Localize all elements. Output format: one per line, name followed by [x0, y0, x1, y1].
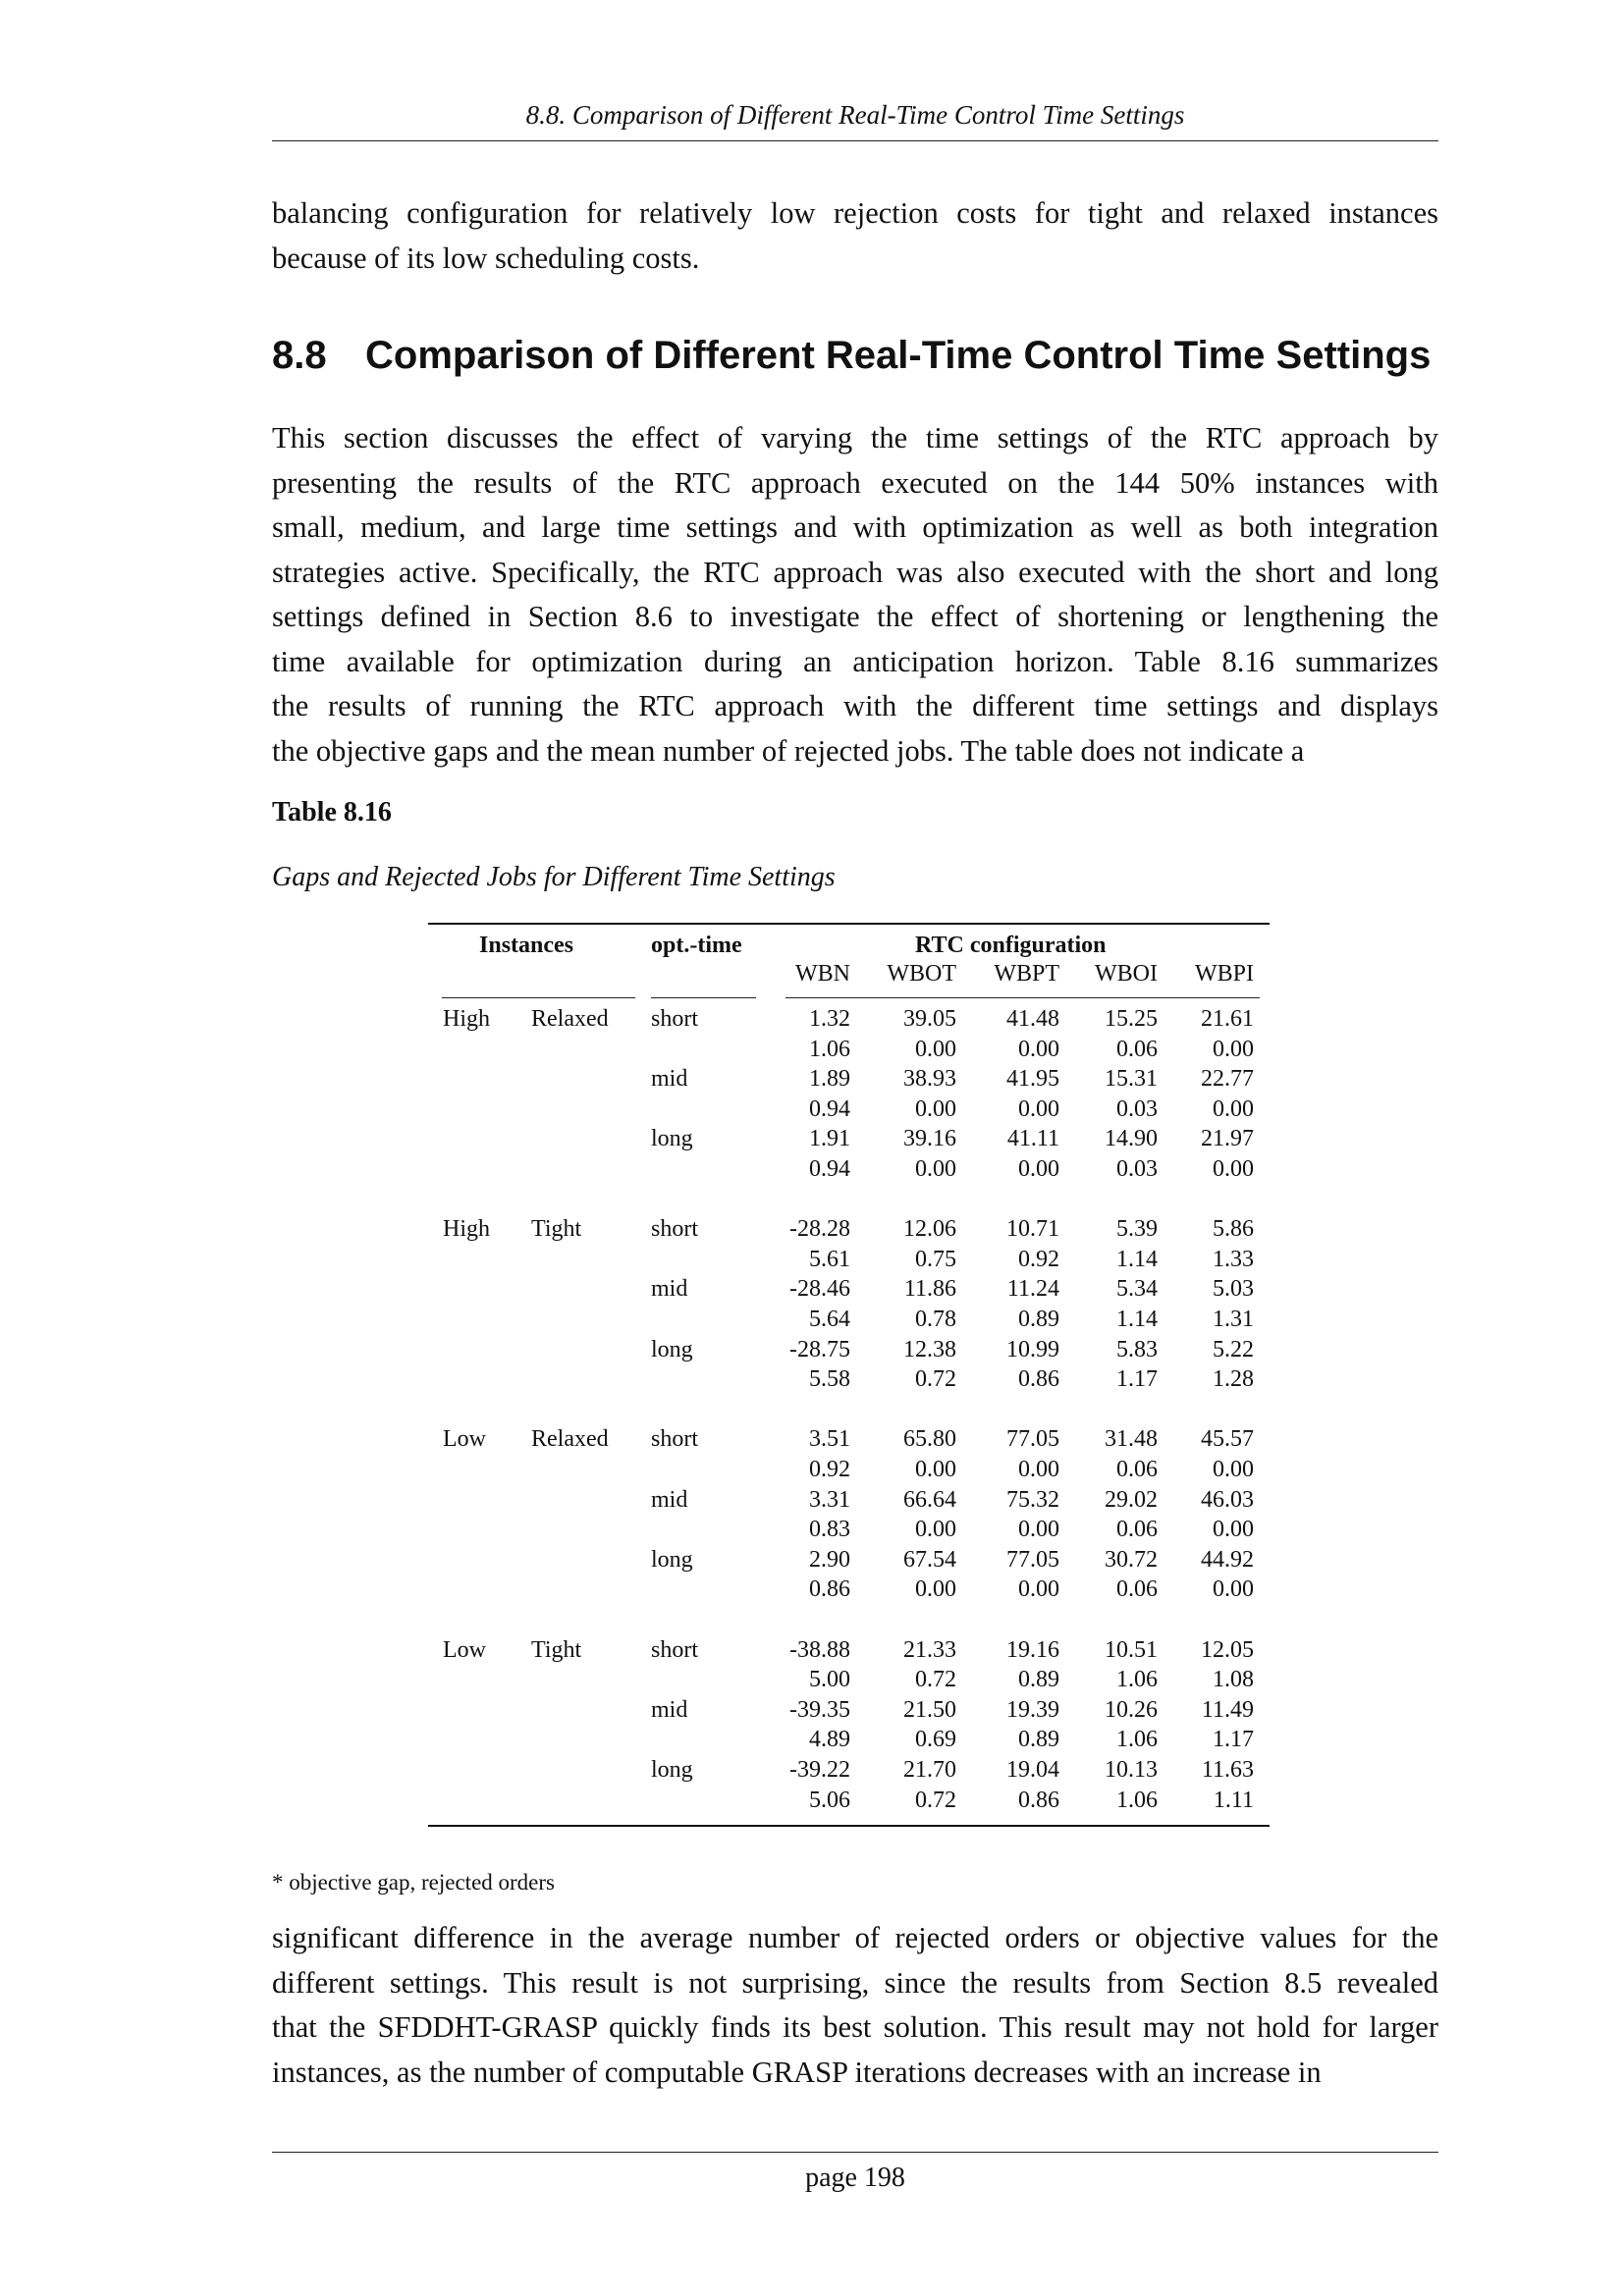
gap-value: 41.95: [1006, 1066, 1059, 1093]
rejected-value: 1.14: [1116, 1307, 1158, 1332]
text-line: This section discusses the effect of varying the time settings of the RTC approach by: [272, 421, 1438, 454]
rejected-value: 5.06: [809, 1787, 850, 1813]
gap-value: -28.28: [789, 1216, 850, 1243]
gap-value: 2.90: [809, 1546, 850, 1573]
rejected-value: 1.17: [1116, 1366, 1158, 1393]
rejected-value: 1.33: [1213, 1246, 1254, 1272]
gap-value: 11.49: [1201, 1696, 1254, 1723]
gap-value: 12.38: [903, 1336, 956, 1362]
table-label: Table 8.16: [272, 797, 392, 828]
gap-value: 14.90: [1105, 1126, 1158, 1152]
paragraph-2: [272, 416, 1438, 774]
rejected-value: 0.00: [1018, 1036, 1059, 1062]
rejected-value: 0.86: [1018, 1366, 1059, 1393]
rejected-value: 5.58: [809, 1366, 850, 1393]
instance-type: Tight: [531, 1636, 582, 1663]
rtc-rule: [785, 997, 1260, 998]
rejected-value: 1.28: [1213, 1366, 1254, 1393]
gap-value: 11.63: [1201, 1757, 1254, 1783]
gap-value: 19.16: [1006, 1636, 1059, 1663]
text-line: the objective gaps and the mean number of rejected jobs. The table does not indicate a: [272, 733, 1305, 768]
header-rule: [272, 140, 1438, 141]
rejected-value: 5.00: [809, 1667, 850, 1693]
gap-value: 10.26: [1105, 1696, 1158, 1723]
column-header-wbpi: WBPI: [1195, 961, 1254, 987]
text-line: significant difference in the average number of rejected orders or objective values for the: [272, 1921, 1438, 1954]
opt-time-label: long: [651, 1126, 693, 1152]
table-top-rule: [428, 923, 1270, 925]
table-caption: Gaps and Rejected Jobs for Different Time Settings: [272, 862, 836, 892]
gap-value: 44.92: [1201, 1546, 1254, 1573]
rejected-value: 0.00: [915, 1576, 956, 1603]
opt-time-label: short: [651, 1636, 698, 1663]
rejected-value: 0.86: [809, 1576, 850, 1603]
gap-value: 65.80: [903, 1426, 956, 1453]
gap-value: 21.97: [1201, 1126, 1254, 1152]
header-instances: Instances: [479, 933, 574, 958]
rejected-value: 0.00: [1213, 1457, 1254, 1482]
gap-value: 67.54: [903, 1546, 956, 1573]
gap-value: 5.22: [1213, 1336, 1254, 1362]
rejected-value: 1.08: [1213, 1667, 1254, 1693]
gap-value: 5.03: [1213, 1276, 1254, 1303]
header-rtc-configuration: RTC configuration: [915, 933, 1107, 958]
section-heading: [272, 334, 1431, 378]
column-header-wbot: WBOT: [887, 961, 956, 987]
instance-type: Tight: [531, 1216, 582, 1243]
instance-size: High: [443, 1006, 490, 1032]
rejected-value: 0.75: [915, 1246, 956, 1272]
rejected-value: 0.00: [1213, 1517, 1254, 1543]
rejected-value: 0.00: [915, 1156, 956, 1182]
paragraph-3: [272, 1916, 1438, 2095]
gap-value: 12.06: [903, 1216, 956, 1243]
column-header-wboi: WBOI: [1095, 961, 1158, 987]
instances-rule: [442, 997, 635, 998]
text-line: different settings. This result is not surprising, since the results from Section 8.5 revealed: [272, 1965, 1438, 2000]
rejected-value: 0.78: [915, 1307, 956, 1332]
gap-value: 77.05: [1006, 1426, 1059, 1453]
gap-value: 45.57: [1201, 1426, 1254, 1453]
text-line: small, medium, and large time settings and with optimization as well as both integration: [272, 510, 1438, 544]
footer-rule: [272, 2152, 1438, 2153]
gap-value: 10.13: [1105, 1757, 1158, 1783]
gap-value: -28.75: [789, 1336, 850, 1362]
page-number: page 198: [805, 2163, 905, 2193]
opt-time-label: short: [651, 1006, 698, 1032]
gap-value: 5.34: [1116, 1276, 1158, 1303]
gap-value: 39.05: [903, 1006, 956, 1032]
rejected-value: 0.89: [1018, 1727, 1059, 1753]
rejected-value: 1.17: [1213, 1727, 1254, 1753]
paragraph-1: [272, 191, 1438, 281]
gap-value: 5.83: [1116, 1336, 1158, 1362]
text-line: balancing configuration for relatively low rejection costs for tight and relaxed instances: [272, 196, 1438, 230]
gap-value: 21.33: [903, 1636, 956, 1663]
rejected-value: 0.72: [915, 1787, 956, 1813]
rejected-value: 0.00: [915, 1457, 956, 1482]
text-line: because of its low scheduling costs.: [272, 240, 700, 275]
gap-value: 29.02: [1105, 1486, 1158, 1513]
rejected-value: 0.83: [809, 1517, 850, 1543]
gap-value: 66.64: [903, 1486, 956, 1513]
rejected-value: 5.61: [809, 1246, 850, 1272]
rejected-value: 1.06: [1116, 1667, 1158, 1693]
instance-size: Low: [443, 1636, 486, 1663]
text-line: that the SFDDHT-GRASP quickly finds its best solution. This result may not hold for larger: [272, 2010, 1438, 2044]
gap-value: -38.88: [789, 1636, 850, 1663]
rejected-value: 0.94: [809, 1095, 850, 1122]
text-line: presenting the results of the RTC approach executed on the 144 50% instances with: [272, 465, 1438, 500]
opt-time-label: mid: [651, 1696, 688, 1723]
rejected-value: 0.72: [915, 1366, 956, 1393]
gap-value: 10.51: [1105, 1636, 1158, 1663]
gap-value: 41.11: [1006, 1126, 1059, 1152]
table-bottom-rule: [428, 1825, 1270, 1827]
gap-value: 1.32: [809, 1006, 850, 1032]
text-line: time available for optimization during an anticipation horizon. Table 8.16 summarizes: [272, 644, 1438, 678]
gap-value: 21.61: [1201, 1006, 1254, 1032]
rejected-value: 0.00: [915, 1036, 956, 1062]
text-line: strategies active. Specifically, the RTC approach was also executed with the short and long: [272, 555, 1438, 589]
gap-value: 5.39: [1116, 1216, 1158, 1243]
rejected-value: 0.00: [1213, 1156, 1254, 1182]
results-table: [428, 923, 1270, 1828]
text-line: instances, as the number of computable GRASP iterations decreases with an increase in: [272, 2055, 1322, 2089]
rejected-value: 1.31: [1213, 1307, 1254, 1332]
opt-time-label: short: [651, 1426, 698, 1453]
rejected-value: 1.06: [1116, 1787, 1158, 1813]
rejected-value: 0.00: [915, 1517, 956, 1543]
gap-value: 1.89: [809, 1066, 850, 1093]
rejected-value: 0.03: [1116, 1156, 1158, 1182]
gap-value: 3.31: [809, 1486, 850, 1513]
opt-time-label: mid: [651, 1066, 688, 1093]
gap-value: 31.48: [1105, 1426, 1158, 1453]
gap-value: 46.03: [1201, 1486, 1254, 1513]
rejected-value: 0.72: [915, 1667, 956, 1693]
rejected-value: 0.00: [1018, 1156, 1059, 1182]
gap-value: -39.35: [789, 1696, 850, 1723]
rejected-value: 0.92: [1018, 1246, 1059, 1272]
gap-value: 19.39: [1006, 1696, 1059, 1723]
gap-value: 11.86: [903, 1276, 956, 1303]
rejected-value: 0.06: [1116, 1036, 1158, 1062]
column-header-wbn: WBN: [795, 961, 850, 987]
gap-value: 1.91: [809, 1126, 850, 1152]
instance-size: Low: [443, 1426, 486, 1453]
rejected-value: 0.03: [1116, 1095, 1158, 1122]
rejected-value: 0.00: [1018, 1095, 1059, 1122]
rejected-value: 1.14: [1116, 1246, 1158, 1272]
text-line: the results of running the RTC approach with the different time settings and displays: [272, 689, 1438, 722]
gap-value: 41.48: [1006, 1006, 1059, 1032]
rejected-value: 1.06: [809, 1036, 850, 1062]
gap-value: 77.05: [1006, 1546, 1059, 1573]
table-footnote: * objective gap, rejected orders: [272, 1870, 556, 1895]
rejected-value: 1.11: [1213, 1787, 1254, 1813]
instance-size: High: [443, 1216, 490, 1243]
gap-value: 39.16: [903, 1126, 956, 1152]
gap-value: 22.77: [1201, 1066, 1254, 1093]
rejected-value: 0.06: [1116, 1457, 1158, 1482]
rejected-value: 5.64: [809, 1307, 850, 1332]
rejected-value: 0.06: [1116, 1517, 1158, 1543]
instance-type: Relaxed: [531, 1426, 609, 1453]
opt-time-label: long: [651, 1757, 693, 1783]
opt-time-label: long: [651, 1336, 693, 1362]
rejected-value: 0.69: [915, 1727, 956, 1753]
rejected-value: 0.00: [1213, 1095, 1254, 1122]
gap-value: 5.86: [1213, 1216, 1254, 1243]
gap-value: 30.72: [1105, 1546, 1158, 1573]
gap-value: 10.99: [1006, 1336, 1059, 1362]
header-opt-time: opt.-time: [651, 933, 742, 958]
gap-value: 21.50: [903, 1696, 956, 1723]
rejected-value: 0.06: [1116, 1576, 1158, 1603]
opt-time-label: long: [651, 1546, 693, 1573]
rejected-value: 0.94: [809, 1156, 850, 1182]
gap-value: 11.24: [1006, 1276, 1059, 1303]
section-title: Comparison of Different Real-Time Control Time Settings: [365, 334, 1432, 377]
gap-value: 19.04: [1006, 1757, 1059, 1783]
rejected-value: 4.89: [809, 1727, 850, 1753]
rejected-value: 0.89: [1018, 1667, 1059, 1693]
column-header-wbpt: WBPT: [994, 961, 1059, 987]
rejected-value: 0.00: [915, 1095, 956, 1122]
gap-value: 12.05: [1201, 1636, 1254, 1663]
gap-value: 75.32: [1006, 1486, 1059, 1513]
gap-value: 38.93: [903, 1066, 956, 1093]
rejected-value: 1.06: [1116, 1727, 1158, 1753]
gap-value: -39.22: [789, 1757, 850, 1783]
opt-time-label: mid: [651, 1276, 688, 1303]
instance-type: Relaxed: [531, 1006, 609, 1032]
gap-value: 10.71: [1006, 1216, 1059, 1243]
gap-value: 21.70: [903, 1757, 956, 1783]
rejected-value: 0.89: [1018, 1307, 1059, 1332]
opt-time-label: short: [651, 1216, 698, 1243]
gap-value: 3.51: [809, 1426, 850, 1453]
rejected-value: 0.00: [1018, 1576, 1059, 1603]
opt-time-label: mid: [651, 1486, 688, 1513]
rejected-value: 0.92: [809, 1457, 850, 1482]
gap-value: 15.31: [1105, 1066, 1158, 1093]
section-number: 8.8: [272, 334, 327, 377]
rejected-value: 0.86: [1018, 1787, 1059, 1813]
rejected-value: 0.00: [1213, 1036, 1254, 1062]
rejected-value: 0.00: [1213, 1576, 1254, 1603]
gap-value: -28.46: [789, 1276, 850, 1303]
opt-time-rule: [651, 997, 756, 998]
rejected-value: 0.00: [1018, 1517, 1059, 1543]
gap-value: 15.25: [1105, 1006, 1158, 1032]
text-line: settings defined in Section 8.6 to investigate the effect of shortening or lengthening the: [272, 600, 1438, 633]
running-header: 8.8. Comparison of Different Real-Time Control Time Settings: [525, 100, 1185, 130]
rejected-value: 0.00: [1018, 1457, 1059, 1482]
